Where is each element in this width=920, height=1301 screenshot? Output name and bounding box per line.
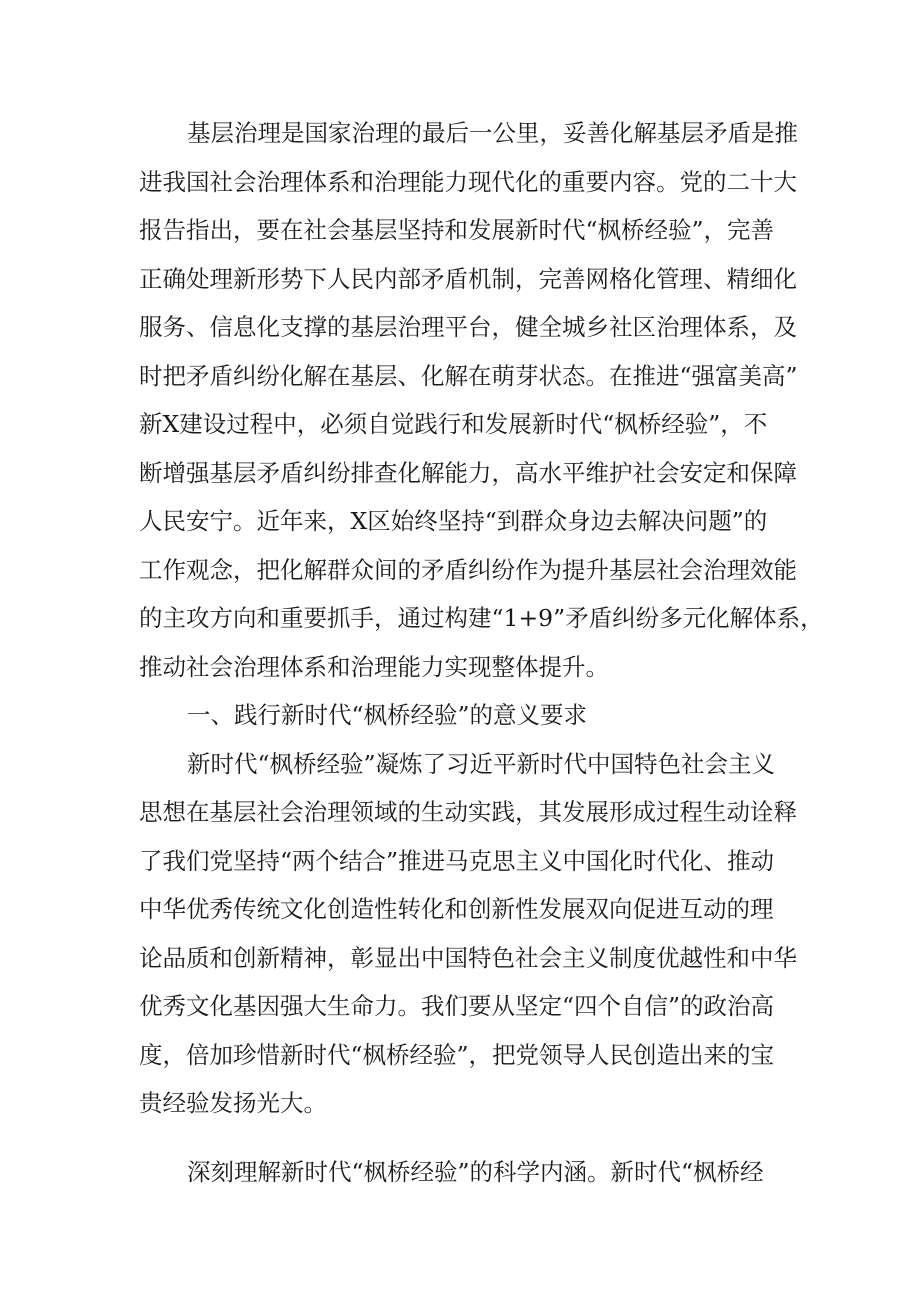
- paragraph-line: 优秀文化基因强大生命力。我们要从坚定“四个自信”的政治高: [139, 992, 775, 1020]
- paragraph-line: 了我们党坚持“两个结合”推进马克思主义中国化时代化、推动: [139, 846, 775, 875]
- document-body: [139, 109, 824, 1196]
- paragraph-line: 论品质和创新精神，彰显出中国特色社会主义制度优越性和中华: [139, 943, 797, 972]
- paragraph-line: 时把矛盾纠纷化解在基层、化解在萌芽状态。在推进“强富美高”: [139, 361, 798, 390]
- paragraph-line: 深刻理解新时代“枫桥经验”的科学内涵。新时代“枫桥经: [187, 1157, 764, 1186]
- section-heading-text: 一、践行新时代“枫桥经验”的意义要求: [187, 701, 588, 729]
- paragraph-line: 贵经验发扬光大。: [139, 1089, 327, 1117]
- paragraph-line: 新X建设过程中，必须自觉践行和发展新时代“枫桥经验”，不: [139, 410, 768, 438]
- paragraph-line: 中华优秀传统文化创造性转化和创新性发展双向促进互动的理: [139, 895, 774, 923]
- paragraph-spacer: [139, 1128, 789, 1148]
- paragraph-line: 的主攻方向和重要抓手，通过构建“1+9”矛盾纠纷多元化解体系，: [139, 604, 824, 632]
- paragraph-line: 报告指出，要在社会基层坚持和发展新时代“枫桥经验”，完善: [139, 216, 775, 244]
- paragraph-line: 度，倍加珍惜新时代“枫桥经验”，把党领导人民创造出来的宝: [139, 1040, 775, 1069]
- paragraph-line: 基层治理是国家治理的最后一公里，妥善化解基层矛盾是推: [187, 119, 798, 147]
- section-heading: [139, 691, 789, 740]
- paragraph-significance: [139, 740, 797, 1128]
- paragraph-line: 人民安宁。近年来，X区始终坚持“到群众身边去解决问题”的: [139, 507, 768, 535]
- paragraph-line: 正确处理新形势下人民内部矛盾机制，完善网格化管理、精细化: [139, 264, 797, 293]
- paragraph-line: 进我国社会治理体系和治理能力现代化的重要内容。党的二十大: [139, 167, 797, 196]
- paragraph-intro: [139, 109, 824, 691]
- paragraph-line: 新时代“枫桥经验”凝炼了习近平新时代中国特色社会主义: [187, 749, 776, 778]
- paragraph-connotation: [139, 1148, 789, 1197]
- paragraph-line: 思想在基层社会治理领域的生动实践，其发展形成过程生动诠释: [139, 798, 797, 826]
- paragraph-line: 工作观念，把化解群众间的矛盾纠纷作为提升基层社会治理效能: [139, 555, 797, 584]
- paragraph-line: 服务、信息化支撑的基层治理平台，健全城乡社区治理体系，及: [139, 313, 797, 341]
- paragraph-line: 推动社会治理体系和治理能力实现整体提升。: [139, 652, 609, 681]
- paragraph-line: 断增强基层矛盾纠纷排查化解能力，高水平维护社会安定和保障: [139, 458, 797, 487]
